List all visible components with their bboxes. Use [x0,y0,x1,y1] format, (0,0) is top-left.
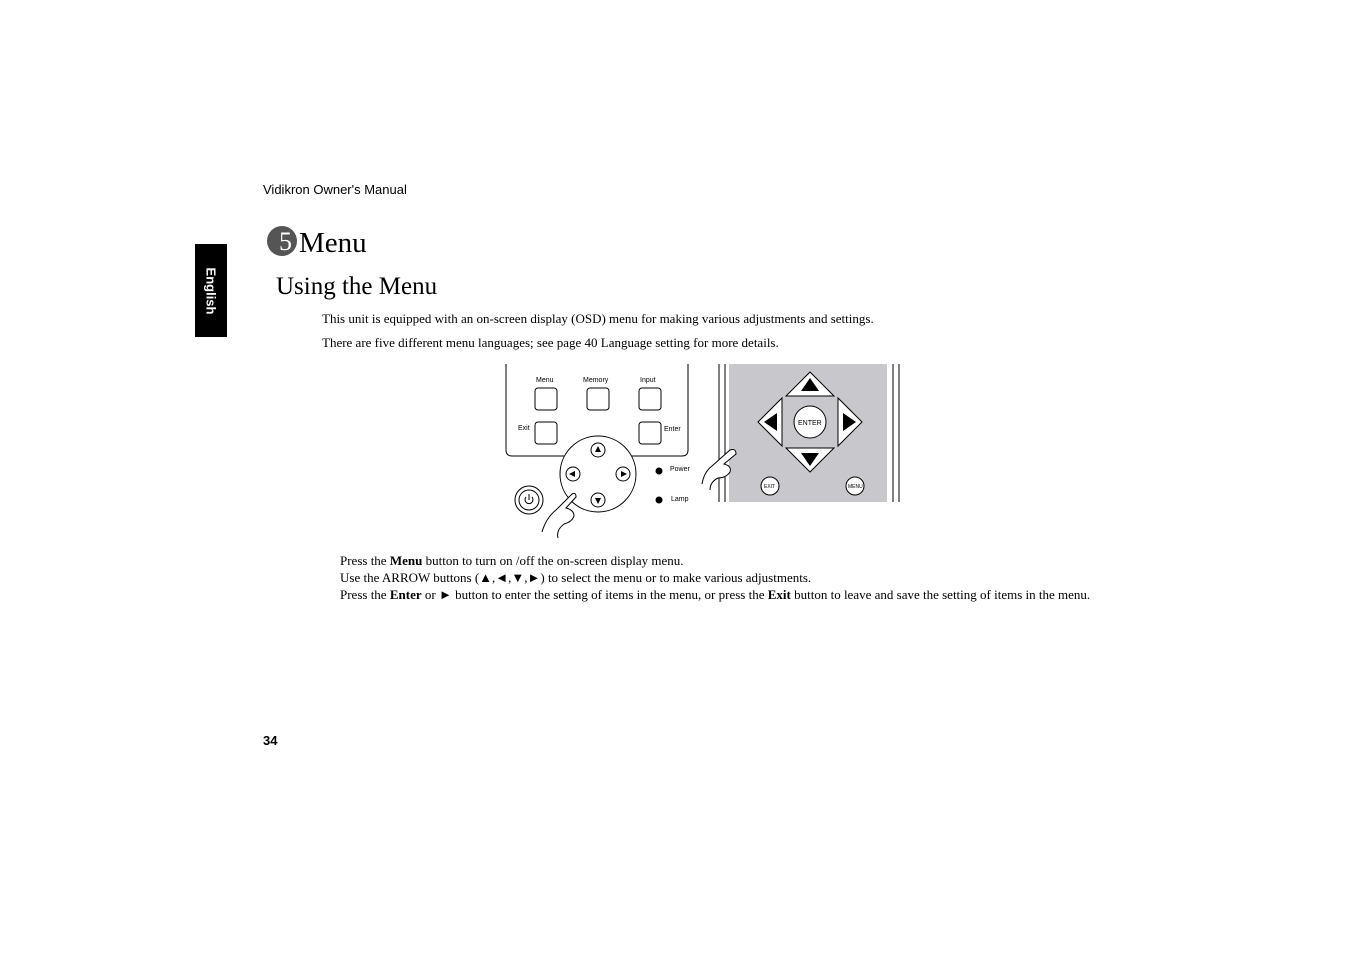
enter-button [639,422,661,444]
exit-button [535,422,557,444]
intro-paragraph-1: This unit is equipped with an on-screen display (OSD) menu for making various adjustments and settings. [322,311,874,326]
memory-button [587,388,609,410]
input-button [639,388,661,410]
chapter-number: 5 [279,227,292,256]
remote-label-enter: ENTER [798,420,822,427]
lamp-led [656,497,663,504]
instruction-line-2: Use the ARROW buttons (▲,◄,▼,►) to select the menu or to make various adjustments. [340,570,812,585]
remote-label-menu: MENU [848,484,863,490]
language-tab [195,244,227,337]
page-number: 34 [263,733,278,748]
pointing-hand-icon [542,493,576,538]
menu-button [535,388,557,410]
control-panel-figure [500,360,910,538]
control-illustration [500,360,910,538]
instruction-line-1: Press the Menu button to turn on /off the on-screen display menu. [340,553,684,568]
panel-label-lamp: Lamp [671,496,689,503]
panel-label-exit: Exit [518,425,530,432]
remote-label-exit: EXIT [764,484,776,490]
section-title: Using the Menu [276,273,438,300]
power-led [656,468,663,475]
panel-label-enter: Enter [664,426,681,433]
instructions [340,552,1100,603]
panel-label-menu: Menu [536,377,554,384]
intro-paragraph-2: There are five different menu languages; see page 40 Language setting for more details. [322,335,779,350]
chapter-title: Menu [299,227,367,259]
instruction-line-3: Press the Enter or ► button to enter the setting of items in the menu, or press the Exit button to leave and save the setting of items in the menu. [340,587,1091,602]
panel-label-power: Power [670,466,690,473]
panel-label-memory: Memory [583,377,609,384]
language-tab-label: English [203,267,219,314]
running-header: Vidikron Owner's Manual [263,182,407,197]
panel-label-input: Input [640,377,656,384]
